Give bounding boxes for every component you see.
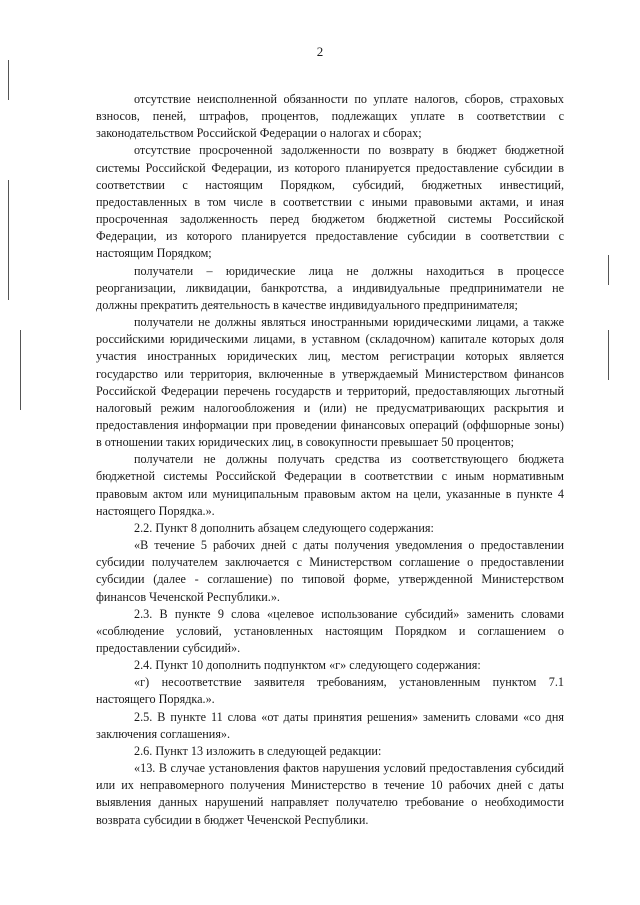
- document-body: [96, 91, 564, 829]
- paragraph: получатели – юридические лица не должны находиться в процессе реорганизации, ликвидации, банкротства, а индивидуальные предприниматели не должны прекратить деятельность в качестве индивидуального предпринимателя;: [96, 263, 564, 312]
- paragraph: «г) несоответствие заявителя требованиям, установленным пунктом 7.1 настоящего Порядка.».: [96, 675, 564, 707]
- paragraph: «В течение 5 рабочих дней с даты получения уведомления о предоставлении субсидии получателем заключается с Министерством соглашение о предоставлении субсидии (далее - соглашение) по типовой форме, утвержденной Министерством финансов Чеченской Республики.».: [96, 538, 564, 604]
- paragraph: получатели не должны являться иностранными юридическими лицами, а также российскими юридическими лицами, в уставном (складочном) капитале которых доля участия иностранных юридических лиц, местом регистрации которых является государство или территория, включенные в утверждаемый Министерством финансов Российской Федерации перечень государств и территорий, предоставляющих льготный налоговый режим налогообложения и (или) не предусматривающих раскрытия и предоставления информации при проведении финансовых операций (оффшорные зоны) в отношении таких юридических лиц, в совокупности превышает 50 процентов;: [96, 315, 564, 450]
- paragraph: 2.4. Пункт 10 дополнить подпунктом «г» следующего содержания:: [134, 658, 481, 673]
- paragraph: получатели не должны получать средства из соответствующего бюджета бюджетной системы Российской Федерации в соответствии с иным нормативным правовым актом или муниципальным правовым актом на цели, указанные в пункте 4 настоящего Порядка.».: [96, 452, 564, 518]
- scan-mark-right-2: [608, 330, 609, 380]
- scan-mark-left-3: [20, 330, 21, 410]
- paragraph: отсутствие просроченной задолженности по возврату в бюджет бюджетной системы Российской Федерации, из которого планируется предоставление субсидии в соответствии с настоящим Порядком, субсидий, бюджетных инвестиций, предоставленных в том числе в соответствии с иными правовыми актами, и иная просроченная задолженность перед бюджетом бюджетной системы Российской Федерации, из которого планируется предоставление субсидии в соответствии с настоящим Порядком;: [96, 143, 564, 261]
- paragraph: 2.5. В пункте 11 слова «от даты принятия решения» заменить словами «со дня заключения соглашения».: [96, 709, 564, 741]
- scan-mark-left-1: [8, 60, 9, 100]
- paragraph: 2.6. Пункт 13 изложить в следующей редакции:: [134, 743, 382, 758]
- paragraph: отсутствие неисполненной обязанности по уплате налогов, сборов, страховых взносов, пеней, штрафов, процентов, подлежащих уплате в соответствии с законодательством Российской Федерации о налогах и сборах;: [96, 92, 564, 141]
- page-number: 2: [316, 44, 324, 59]
- scan-mark-right-1: [608, 255, 609, 285]
- paragraph: 2.3. В пункте 9 слова «целевое использование субсидий» заменить словами «соблюдение условий, установленных настоящим Порядком и соглашением о предоставлении субсидий».: [96, 606, 564, 655]
- paragraph: 2.2. Пункт 8 дополнить абзацем следующего содержания:: [134, 520, 434, 535]
- scan-mark-left-2: [8, 180, 9, 300]
- paragraph: «13. В случае установления фактов нарушения условий предоставления субсидий или их неправомерного получения Министерство в течение 10 рабочих дней с даты выявления данных нарушений направляет получателю требование о необходимости возврата субсидии в бюджет Чеченской Республики.: [96, 761, 564, 827]
